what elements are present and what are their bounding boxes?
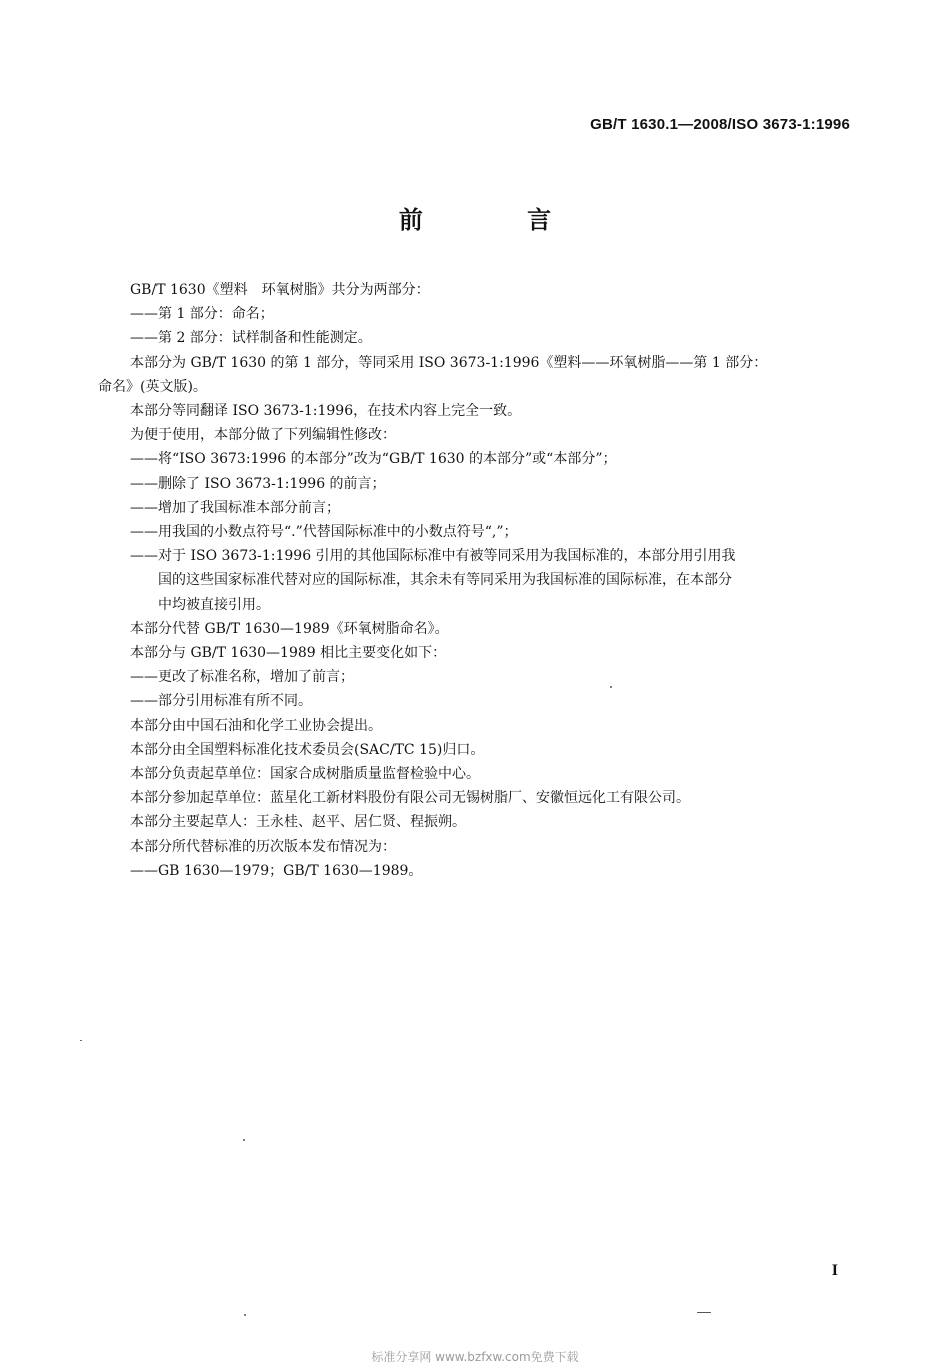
list-item-part-2: ——第 2 部分：试样制备和性能测定。 bbox=[130, 330, 372, 347]
list-item-editorial-5-line-1: ——对于 ISO 3673-1:1996 引用的其他国际标准中有被等同采用为我国标准的，本部分用引用我 bbox=[130, 548, 736, 565]
page-number: I bbox=[831, 1262, 838, 1279]
watermark-footer: 标准分享网 www.bzfxw.com免费下载 bbox=[371, 1350, 579, 1364]
scan-speck bbox=[243, 1139, 245, 1141]
page-title: 前 言 bbox=[398, 206, 600, 234]
standard-code: GB/T 1630.1—2008/ISO 3673-1:1996 bbox=[590, 116, 850, 133]
list-item-editorial-3: ——增加了我国标准本部分前言； bbox=[130, 499, 340, 516]
list-item-editorial-4: ——用我国的小数点符号“.”代替国际标准中的小数点符号“,”； bbox=[130, 524, 518, 541]
foreword-body bbox=[98, 278, 853, 883]
scan-speck bbox=[80, 1040, 82, 1041]
list-item-editorial-5-line-2: 国的这些国家标准代替对应的国际标准，其余未有等同采用为我国标准的国际标准，在本部分 bbox=[158, 572, 732, 589]
scan-speck bbox=[244, 1314, 246, 1316]
list-item-editorial-1: ——将“ISO 3673:1996 的本部分”改为“GB/T 1630 的本部分”或“本部分”； bbox=[130, 451, 617, 468]
scan-speck bbox=[697, 1312, 711, 1313]
paragraph-adoption-line-2: 命名》(英文版)。 bbox=[98, 378, 207, 395]
list-item-history: ——GB 1630—1979；GB/T 1630—1989。 bbox=[130, 862, 423, 879]
list-item-change-1: ——更改了标准名称，增加了前言； bbox=[130, 669, 354, 686]
paragraph-proposed-by: 本部分由中国石油和化学工业协会提出。 bbox=[130, 717, 382, 734]
paragraph-changes-intro: 本部分与 GB/T 1630—1989 相比主要变化如下： bbox=[130, 645, 447, 662]
paragraph-series-intro: GB/T 1630《塑料 环氧树脂》共分为两部分： bbox=[130, 282, 430, 298]
paragraph-adoption-line-1: 本部分为 GB/T 1630 的第 1 部分，等同采用 ISO 3673-1:1996《塑料——环氧树脂——第 1 部分： bbox=[130, 354, 768, 371]
list-item-editorial-2: ——删除了 ISO 3673-1:1996 的前言； bbox=[130, 475, 386, 492]
list-item-editorial-5-line-3: 中均被直接引用。 bbox=[158, 596, 270, 613]
paragraph-editorial-intro: 为便于使用，本部分做了下列编辑性修改： bbox=[130, 427, 396, 444]
paragraph-history-intro: 本部分所代替标准的历次版本发布情况为： bbox=[130, 838, 396, 855]
paragraph-centralized-by: 本部分由全国塑料标准化技术委员会(SAC/TC 15)归口。 bbox=[130, 741, 485, 758]
paragraph-participating-units: 本部分参加起草单位：蓝星化工新材料股份有限公司无锡树脂厂、安徽恒远化工有限公司。 bbox=[130, 790, 690, 807]
list-item-part-1: ——第 1 部分：命名； bbox=[130, 306, 274, 323]
paragraph-drafters: 本部分主要起草人：王永桂、赵平、居仁贤、程振朔。 bbox=[130, 814, 466, 831]
paragraph-translation: 本部分等同翻译 ISO 3673-1:1996，在技术内容上完全一致。 bbox=[130, 403, 522, 420]
scan-speck bbox=[610, 686, 612, 688]
paragraph-replaces: 本部分代替 GB/T 1630—1989《环氧树脂命名》。 bbox=[130, 620, 449, 637]
list-item-change-2: ——部分引用标准有所不同。 bbox=[130, 693, 312, 710]
paragraph-drafting-unit: 本部分负责起草单位：国家合成树脂质量监督检验中心。 bbox=[130, 766, 480, 783]
